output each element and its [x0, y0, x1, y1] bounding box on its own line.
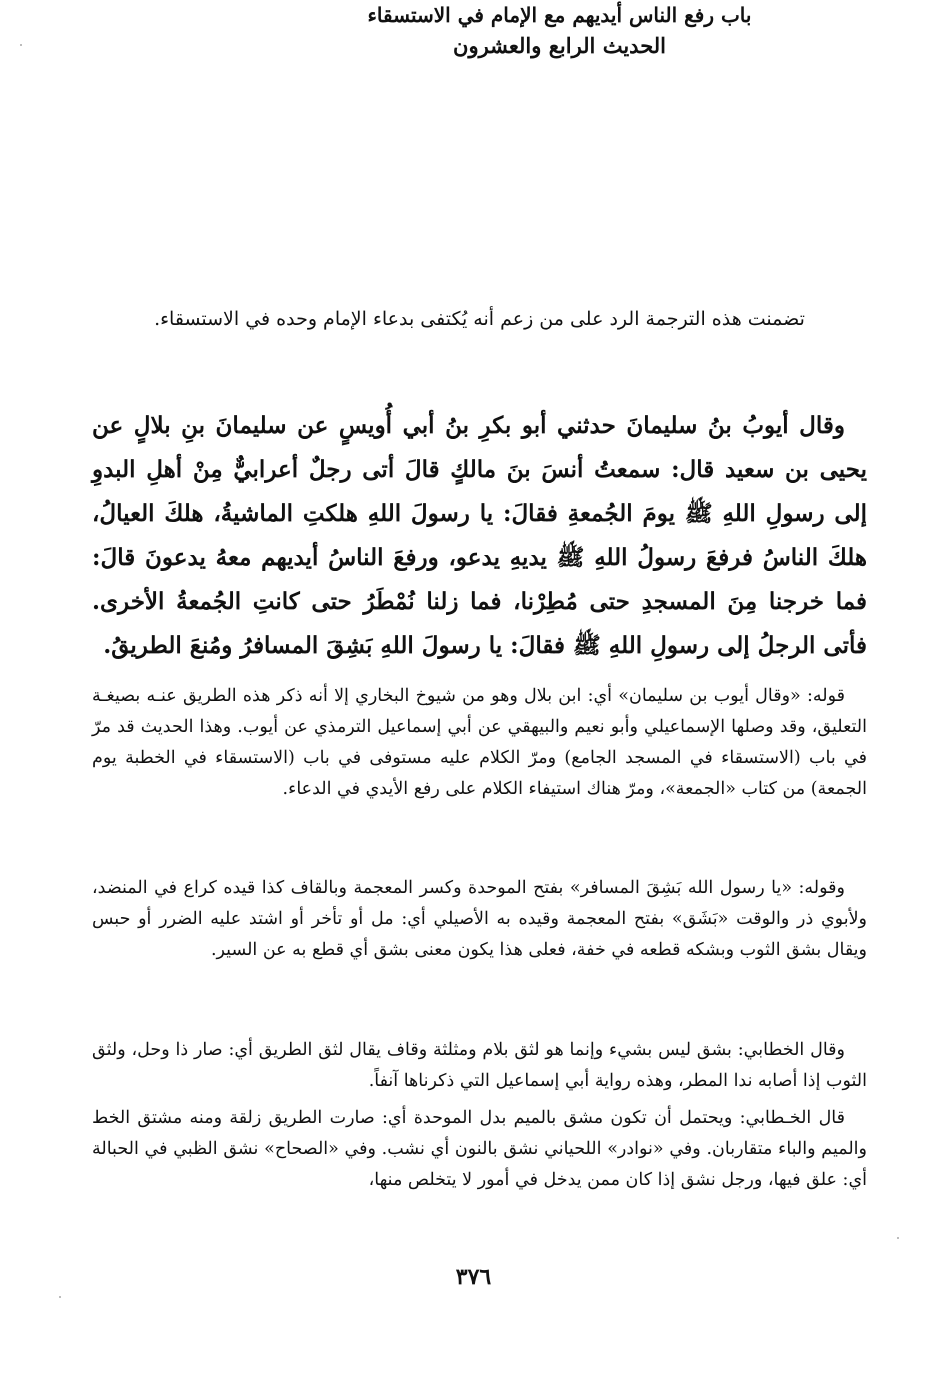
commentary-text: قال الخـطابي: ويحتمل أن تكون مشق بالميم بدل الموحدة أي: صارت الطريق زلقة ومنه مشتق الخط والميم والباء متقاربان. وفي «نوادر» اللحياني نشق بالنون أي نشب. وفي «الصحاح» نشق الظبي في الحبالة أي: علق فيها، ورجل نشق إذا كان ممن يدخل في أمور لا يتخلص منها، — [92, 1108, 867, 1190]
commentary-paragraph-4 — [92, 1103, 867, 1196]
hadith-heading: الحديث الرابع والعشرون — [453, 33, 666, 58]
commentary-paragraph-1 — [92, 681, 867, 805]
scan-speck — [897, 1237, 899, 1239]
commentary-paragraph-3 — [92, 1035, 867, 1097]
hadith-text — [92, 404, 867, 668]
page-number: ٣٧٦ — [455, 1264, 492, 1290]
commentary-text: قوله: «وقال أيوب بن سليمان» أي: ابن بلال وهو من شيوخ البخاري إلا أنه ذكر هذه الطريق عنـه بصيغـة التعليق، وقد وصلها الإسماعيلي وأبو نعيم والبيهقي عن أبي إسماعيل الترمذي عن أيوب. وهذا الحديث قد مرّ في باب (الاستسقاء في المسجد الجامع) ومرّ الكلام عليه مستوفى في باب (الاستسقاء في الخطبة يوم الجمعة) من كتاب «الجمعة»، ومرّ هناك استيفاء الكلام على رفع الأيدي في الدعاء. — [92, 686, 867, 799]
hadith-paragraph: وقال أيوبُ بنُ سليمانَ حدثني أبو بكرِ بنُ أبي أُويسٍ عن سليمانَ بنِ بلالٍ عن يحيى بن سعيد قال: سمعتُ أنسَ بنَ مالكٍ قالَ أتى رجلٌ أعرابيٌّ مِنْ أهلِ البدوِ إلى رسولِ اللهِ ﷺ يومَ الجُمعةِ فقالَ: يا رسولَ اللهِ هلكتِ الماشيةُ، هلكَ العيالُ، هلكَ الناسُ فرفعَ رسولُ اللهِ ﷺ يديهِ يدعو، ورفعَ الناسُ أيديهم معهُ يدعونَ قالَ: فما خرجنا مِنَ المسجدِ حتى مُطِرْنا، فما زلنا نُمْطَرُ حتى كانتِ الجُمعةُ الأخرى. فأتى الرجلُ إلى رسولِ اللهِ ﷺ فقالَ: يا رسولَ اللهِ بَشِقَ المسافرُ ومُنعَ الطريقُ. — [92, 412, 867, 659]
chapter-title: باب رفع الناس أيديهم مع الإمام في الاستسقاء — [367, 3, 752, 27]
chapter-intro: تضمنت هذه الترجمة الرد على من زعم أنه يُكتفى بدعاء الإمام وحده في الاستسقاء. — [154, 308, 805, 330]
scan-speck — [59, 1296, 61, 1298]
commentary-text: وقال الخطابي: بشق ليس بشيء وإنما هو لثق بلام ومثلثة وقاف يقال لثق الطريق أي: صار ذا وحل، ولثق الثوب إذا أصابه ندا المطر، وهذه رواية أبي إسماعيل التي ذكرناها آنفاً. — [92, 1040, 867, 1091]
commentary-text: وقوله: «يا رسول الله بَشِقَ المسافر» بفتح الموحدة وكسر المعجمة وبالقاف كذا قيده كراع في المنضد، ولأبوي ذر والوقت «بَشَق» بفتح المعجمة وقيده به الأصيلي أي: مل أو تأخر أو اشتد عليه الضرر أو حبس ويقال بشق الثوب وبشكه قطعه في خفة، فعلى هذا يكون معنى بشق أي قطع به عن السير. — [92, 878, 867, 960]
commentary-paragraph-2 — [92, 873, 867, 966]
scan-speck — [20, 44, 22, 46]
